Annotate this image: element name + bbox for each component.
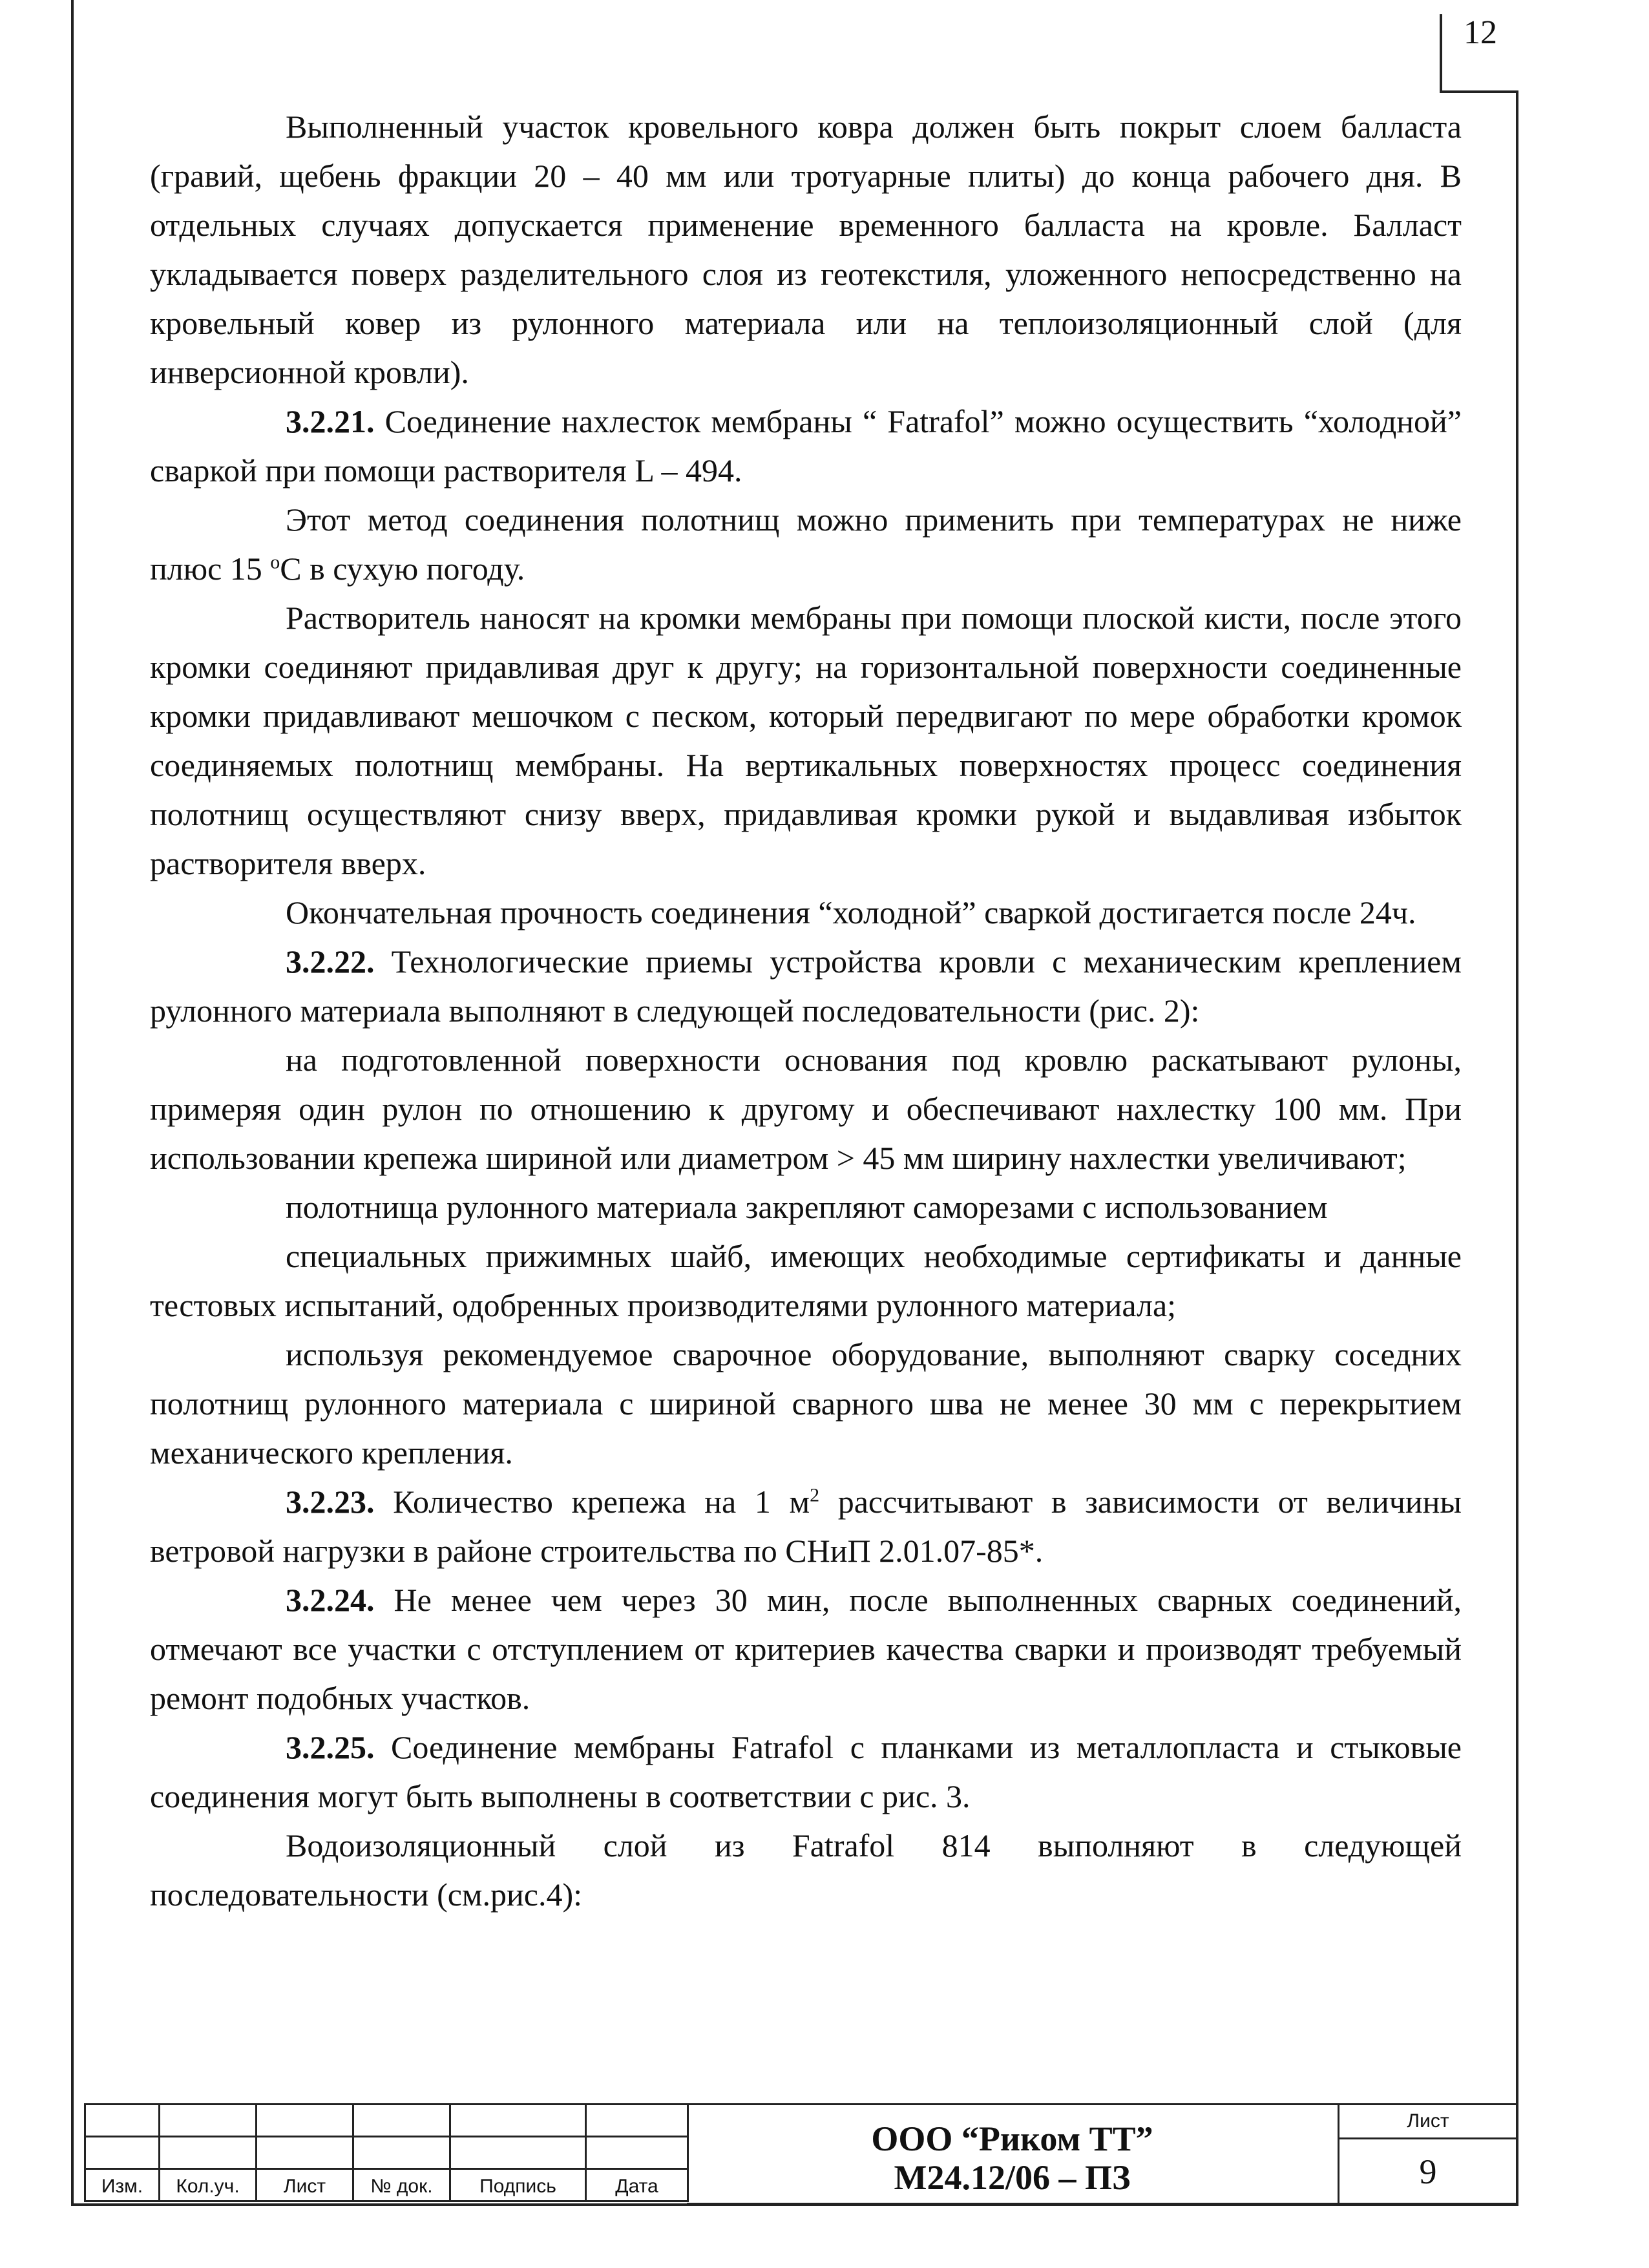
document-body xyxy=(150,102,1462,1919)
revision-table xyxy=(84,2103,689,2202)
paragraph-text: Не менее чем через 30 мин, после выполненных сварных соединений, отмечают все участки с отступлением от критериев качества сварки и производят требуемый ремонт подобных участков. xyxy=(150,1582,1462,1716)
clause-number: 3.2.23. xyxy=(286,1484,375,1520)
paragraph-ballast: Выполненный участок кровельного ковра должен быть покрыт слоем балласта (гравий, щебень фракции 20 – 40 мм или тротуарные плиты) до конца рабочего дня. В отдельных случаях допускается применение временного балласта на кровле. Балласт укладывается поверх разделительного слоя из геотекстиля, уложенного непосредственно на кровельный ковер из рулонного материала или на теплоизоляционный слой (для инверсионной кровли). xyxy=(150,109,1462,390)
paragraph-text: Количество крепежа на 1 м xyxy=(374,1484,810,1520)
frame-left-border xyxy=(71,0,74,2205)
page-number-box-border xyxy=(1440,14,1442,93)
col-label-date: Дата xyxy=(586,2169,688,2201)
paragraph-washers: специальных прижимных шайб, имеющих необходимые сертификаты и данные тестовых испытаний, одобренных производителями рулонного материала; xyxy=(150,1238,1462,1323)
col-label-doc-number: № док. xyxy=(353,2169,450,2201)
paragraph-text: Этот метод соединения полотнищ можно применить при температурах не ниже плюс 15 xyxy=(150,501,1462,587)
paragraph-text: Соединение мембраны Fatrafol с планками из металлопласта и стыковые соединения могут быть выполнены в соответствии с рис. 3. xyxy=(150,1729,1462,1814)
paragraph-text: Технологические приемы устройства кровли с механическим креплением рулонного материала выполняют в следующей последовательности (рис. 2): xyxy=(150,943,1462,1029)
col-label-sheet: Лист xyxy=(257,2169,353,2201)
paragraph-welding: используя рекомендуемое сварочное оборудование, выполняют сварку соседних полотнищ рулонного материала с шириной сварного шва не менее 30 мм с перекрытием механического крепления. xyxy=(150,1336,1462,1471)
title-block-center xyxy=(687,2103,1338,2205)
paragraph-rolls: на подготовленной поверхности основания под кровлю раскатывают рулоны, примеряя один рулон по отношению к другому и обеспечивают нахлестку 100 мм. При использовании крепежа шириной или диаметром > 45 мм ширину нахлестки увеличивают; xyxy=(150,1042,1462,1176)
col-label-change: Изм. xyxy=(85,2169,160,2201)
title-block xyxy=(84,2103,1518,2205)
col-label-count: Кол.уч. xyxy=(160,2169,257,2201)
frame-right-border xyxy=(1516,90,1518,2205)
paragraph-waterproofing: Водоизоляционный слой из Fatrafol 814 выполняют в следующей последовательности (см.рис.4): xyxy=(150,1827,1462,1913)
paragraph-text: рассчитывают в зависимости от величины ветровой нагрузки в районе строительства по СНиП 2.01.07-85*. xyxy=(150,1484,1462,1569)
paragraph-3-2-23 xyxy=(150,1477,1462,1575)
paragraph-3-2-24 xyxy=(150,1575,1462,1723)
clause-number: 3.2.21. xyxy=(286,403,375,439)
top-page-number: 12 xyxy=(1464,14,1497,51)
organization-name: ООО “Риком ТТ” xyxy=(871,2119,1153,2158)
paragraph-final-strength: Окончательная прочность соединения “холодной” сваркой достигается после 24ч. xyxy=(286,894,1416,930)
paragraph-3-2-25 xyxy=(150,1723,1462,1821)
page-number-box-bottom xyxy=(1440,90,1518,93)
paragraph-text: С в сухую погоду. xyxy=(280,551,525,587)
paragraph-text: Соединение нахлесток мембраны “ Fatrafol” можно осуществить “холодной” сваркой при помощи растворителя L – 494. xyxy=(150,403,1462,488)
paragraph-solvent: Растворитель наносят на кромки мембраны при помощи плоской кисти, после этого кромки соединяют придавливая друг к другу; на горизонтальной поверхности соединенные кромки придавливают мешочком с песком, который передвигают по мере обработки кромок соединяемых полотнищ мембраны. На вертикальных поверхностях процесс соединения полотнищ осуществляют снизу вверх, придавливая кромки рукой и выдавливая избыток растворителя вверх. xyxy=(150,600,1462,881)
paragraph-fastening: полотнища рулонного материала закрепляют саморезами с использованием xyxy=(286,1189,1328,1225)
superscript-square: 2 xyxy=(810,1484,820,1506)
clause-number: 3.2.24. xyxy=(286,1582,375,1618)
clause-number: 3.2.22. xyxy=(286,943,375,980)
paragraph-3-2-21 xyxy=(150,397,1462,495)
sheet-label: Лист xyxy=(1339,2105,1517,2139)
paragraph-temperature xyxy=(150,495,1462,593)
clause-number: 3.2.25. xyxy=(286,1729,375,1765)
document-code: М24.12/06 – ПЗ xyxy=(894,2158,1131,2197)
sheet-box xyxy=(1338,2103,1518,2205)
paragraph-3-2-22 xyxy=(150,937,1462,1035)
sheet-number: 9 xyxy=(1419,2152,1437,2191)
col-label-signature: Подпись xyxy=(450,2169,586,2201)
degree-sign: o xyxy=(270,551,280,573)
